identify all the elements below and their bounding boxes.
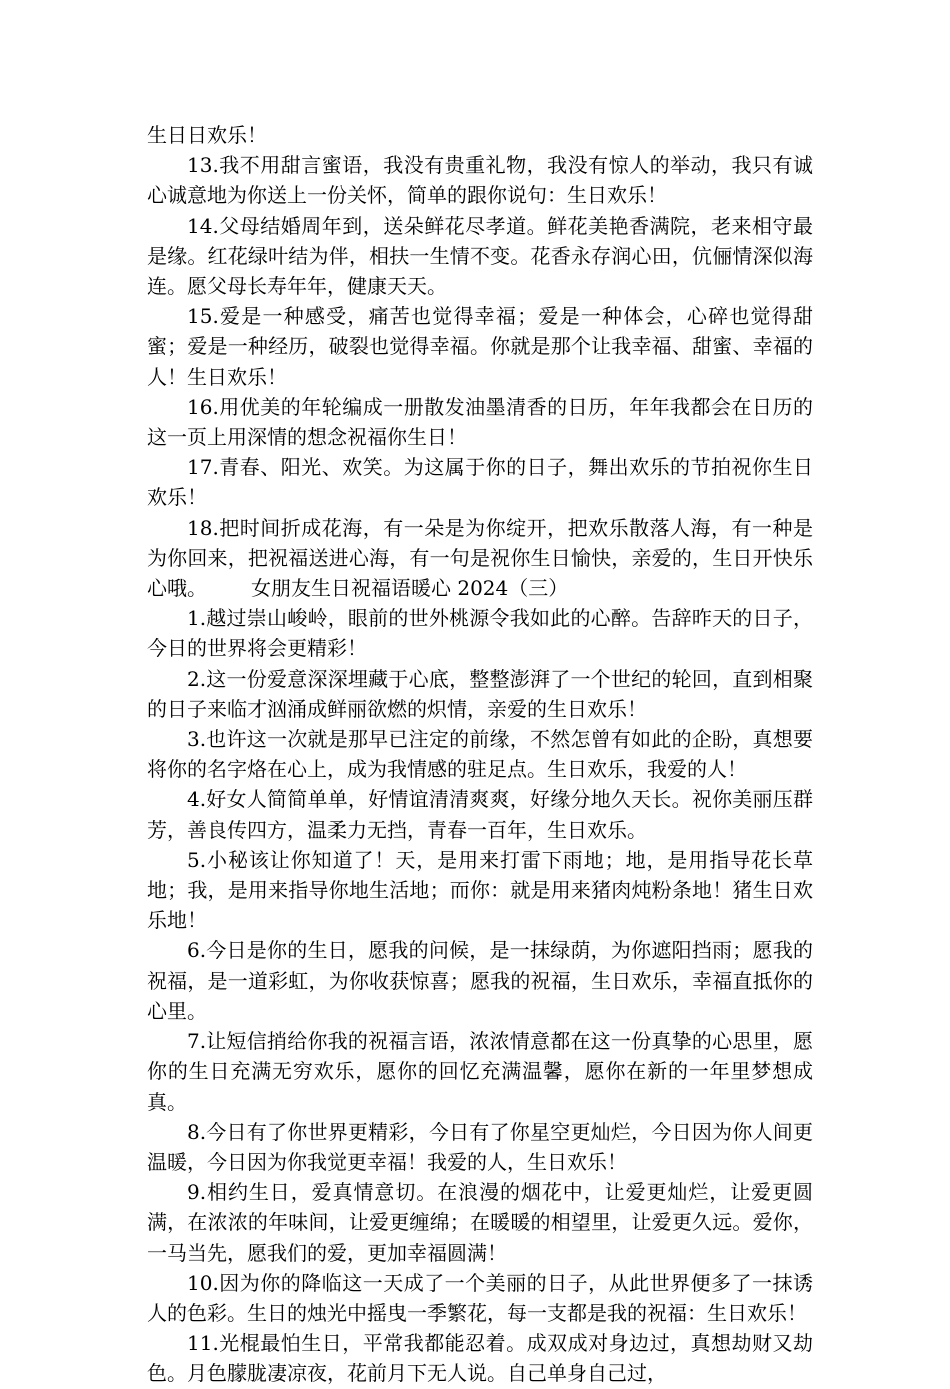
paragraph-11: 11.光棍最怕生日，平常我都能忍着。成双成对身边过，真想劫财又劫色。月色朦胧凄凉夜，花前月下无人说。自己单身自己过， [147,1331,813,1386]
paragraph-18-text: 18.把时间折成花海，有一朵是为你绽开，把欢乐散落人海，有一种是为你回来，把祝福送进心海，有一句是祝你生日愉快，亲爱的，生日开快乐心哦。 [147,515,813,601]
paragraph-15: 15.爱是一种感受，痛苦也觉得幸福；爱是一种体会，心碎也觉得甜蜜；爱是一种经历，破裂也觉得幸福。你就是那个让我幸福、甜蜜、幸福的人！生日欢乐！ [147,304,813,389]
paragraph-1: 1.越过崇山峻岭，眼前的世外桃源令我如此的心醉。告辞昨天的日子，今日的世界将会更精彩！ [147,606,813,661]
paragraph-13: 13.我不用甜言蜜语，我没有贵重礼物，我没有惊人的举动，我只有诚心诚意地为你送上一份关怀，简单的跟你说句：生日欢乐！ [147,153,813,208]
paragraph-16: 16.用优美的年轮编成一册散发油墨清香的日历，年年我都会在日历的这一页上用深情的想念祝福你生日！ [147,394,813,450]
paragraph-9: 9.相约生日，爱真情意切。在浪漫的烟花中，让爱更灿烂，让爱更圆满，在浓浓的年味间，让爱更缠绵；在暖暖的相望里，让爱更久远。爱你，一马当先，愿我们的爱，更加幸福圆满！ [147,1180,813,1265]
paragraph-3: 3.也许这一次就是那早已注定的前缘，不然怎曾有如此的企盼，真想要将你的名字烙在心上，成为我情感的驻足点。生日欢乐，我爱的人！ [147,727,813,782]
paragraph-7: 7.让短信捎给你我的祝福言语，浓浓情意都在这一份真挚的心思里，愿你的生日充满无穷欢乐，愿你的回忆充满温馨，愿你在新的一年里梦想成真。 [147,1029,813,1114]
paragraph-6: 6.今日是你的生日，愿我的问候，是一抹绿荫，为你遮阳挡雨；愿我的祝福，是一道彩虹，为你收获惊喜；愿我的祝福，生日欢乐，幸福直抵你的心里。 [147,938,813,1023]
paragraph-14: 14.父母结婚周年到，送朵鲜花尽孝道。鲜花美艳香满院，老来相守最是缘。红花绿叶结为伴，相扶一生情不变。花香永存润心田，伉俪情深似海连。愿父母长寿年年，健康天天。 [147,213,813,299]
paragraph-18 [147,513,813,604]
paragraph-continuation: 生日日欢乐！ [147,123,267,147]
paragraph-17: 17.青春、阳光、欢笑。为这属于你的日子，舞出欢乐的节拍祝你生日欢乐！ [147,455,813,510]
paragraph-8: 8.今日有了你世界更精彩，今日有了你星空更灿烂，今日因为你人间更温暖，今日因为你我觉更幸福！我爱的人，生日欢乐！ [147,1119,813,1174]
paragraph-2: 2.这一份爱意深深埋藏于心底，整整澎湃了一个世纪的轮回，直到相聚的日子来临才汹涌成鲜丽欲燃的炽情，亲爱的生日欢乐！ [147,666,813,721]
document-page [147,120,813,1389]
paragraph-10: 10.因为你的降临这一天成了一个美丽的日子，从此世界便多了一抹诱人的色彩。生日的烛光中摇曳一季繁花，每一支都是我的祝福：生日欢乐！ [147,1270,813,1325]
section-heading: 女朋友生日祝福语暖心 2024（三） [251,576,569,601]
paragraph-5: 5.小秘该让你知道了！天，是用来打雷下雨地；地，是用指导花长草地；我，是用来指导你地生活地；而你：就是用来猪肉炖粉条地！猪生日欢乐地！ [147,847,813,933]
paragraph-4: 4.好女人简简单单，好情谊清清爽爽，好缘分地久天长。祝你美丽压群芳，善良传四方，温柔力无挡，青春一百年，生日欢乐。 [147,787,813,842]
